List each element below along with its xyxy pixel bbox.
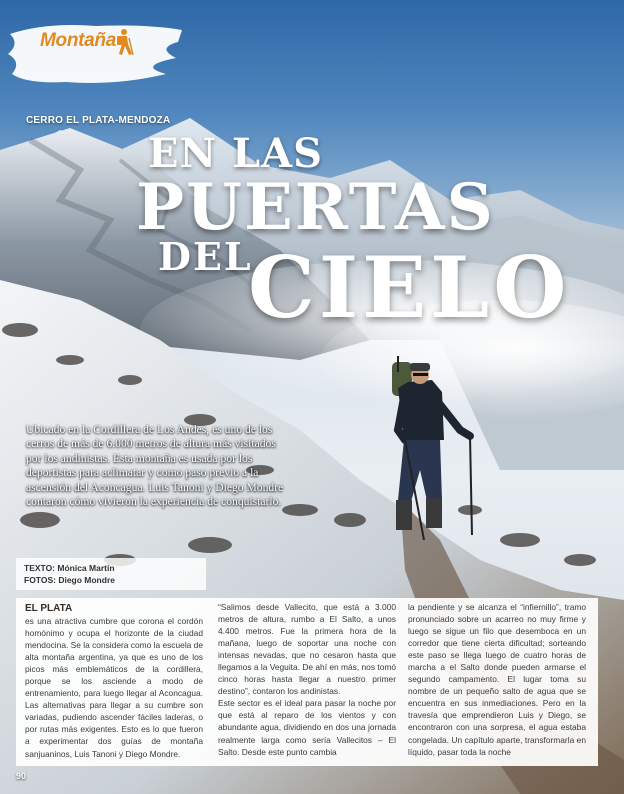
article-column-2 <box>218 601 396 758</box>
article-kicker: CERRO EL PLATA-MENDOZA <box>26 115 171 126</box>
hiker-icon <box>112 28 134 56</box>
column-2-text-b: Este sector es el ideal para pasar la noche por que está al reparo de los vientos y con abundante agua, dividiendo en dos una jornada realmente larga como sería Vallecitos – El Salto. Desde este punto cambia <box>218 698 396 757</box>
column-3-text: la pendiente y se alcanza el “infiernillo”, tramo pronunciado sobre un acarreo no muy firme y luego se sigue un filo que desemboca en un corredor que tiene cierta dificultad; sorteando este paso se llega luego de cuatro horas de marcha a el Salto donde pueden armarse el segundo campamento. El lugar toma su nombre de un pequeño salto de agua que se encuentra en sus inmediaciones. Pero en la travesía que emprendieron Luis y Diego, se encontraron con una sorpresa, el agua estaba congelada. Un capítulo aparte, transformarla en líquido, pasar toda la noche <box>408 602 586 757</box>
text-credit: TEXTO: Mónica Martín <box>24 563 115 573</box>
intro-paragraph: Ubicado en la Cordillera de Los Andes, es uno de los cerros de más de 6.000 metros de altura más visitados por los andinistas. Esta montaña es usada por los deportistas para aclimatar y como paso previo a la ascensión del Aconcagua. Luis Tanoni y Diego Mondre contaron cómo vivieron la experiencia de conquistarlo. <box>26 423 284 509</box>
article-subhead: EL PLATA <box>25 603 73 614</box>
title-line-4: CIELO <box>248 238 571 337</box>
column-1-text: es una atractiva cumbre que corona el cordón homónimo y ocupa el horizonte de la ciudad mendocina. Se la considera como la escuela de alta montaña argentina, ya que es uno de los picos más emblemáticos de la cordillera, porque se los asciende a modo de entrenamiento, para luego llegar al Aconcagua. Las alternativas para llegar a su cumbre son variadas, pudiendo ascender fáciles laderas, o por rutas más exigentes. Esto es lo que fueron a experimentar dos guías de montaña sanjuaninos, Luis Tanoni y Diego Mondre. <box>25 616 203 759</box>
title-line-1: EN LAS <box>148 130 324 177</box>
article-body <box>16 598 598 766</box>
brand-logo: Montaña <box>40 30 117 51</box>
credits-box <box>16 558 206 590</box>
title-line-3: DEL <box>158 234 253 279</box>
article-column-3 <box>408 601 586 758</box>
title-line-2: PUERTAS <box>136 170 495 245</box>
article-column-1 <box>25 602 203 760</box>
photo-credit: FOTOS: Diego Mondre <box>24 575 115 585</box>
page-number: 90 <box>16 771 27 781</box>
column-2-text-a: “Salimos desde Vallecito, que está a 3.000 metros de altura, rumbo a El Salto, a unos 4.400 metros. Fue la primera hora de la mañana, luego de soportar una noche con intensas nevadas, que no cesaron hasta que llegamos a la Veguita. De ahí en más, nos tomó cinco horas hasta llegar a nuestro primer destino”, contaron los andinistas. <box>218 602 396 697</box>
